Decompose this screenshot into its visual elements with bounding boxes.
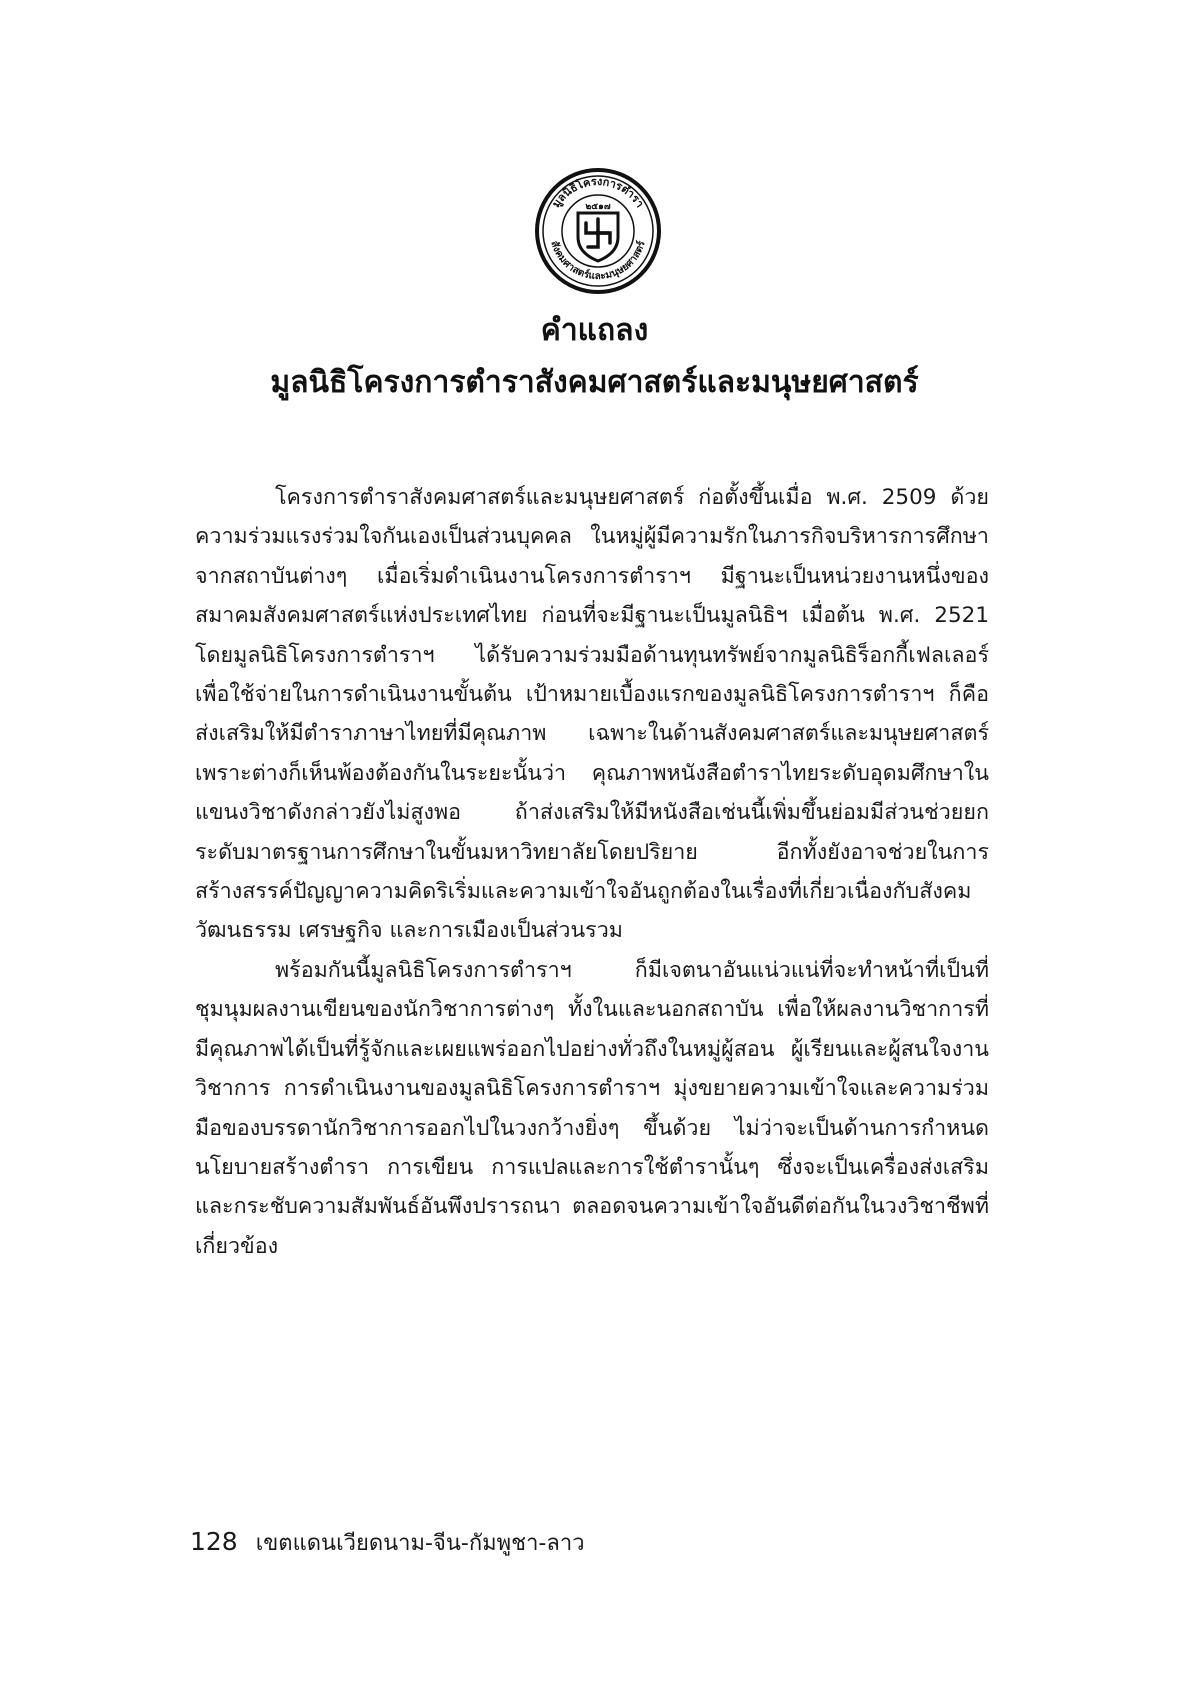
seal-text-bottom: สังคมศาสตร์และมนุษยศาสตร์ <box>548 239 648 283</box>
page-footer <box>190 1526 585 1560</box>
seal-text-top: มูลนิธิโครงการตำรา <box>549 174 647 210</box>
foundation-seal-icon <box>534 167 662 295</box>
seal-year: ๒๕๑๗ <box>585 202 611 212</box>
paragraph: พร้อมกันนี้มูลนิธิโครงการตำราฯ ก็มีเจตนาอันแน่วแน่ที่จะทำหน้าที่เป็นที่ชุมนุมผลงานเขียนของนักวิชาการต่างๆ ทั้งในและนอกสถาบัน เพื่อให้ผลงานวิชาการที่มีคุณภาพได้เป็นที่รู้จักและเผยแพร่ออกไปอย่างทั่วถึงในหมู่ผู้สอน ผู้เรียนและผู้สนใจงานวิชาการ การดำเนินงานของมูลนิธิโครงการตำราฯ มุ่งขยายความเข้าใจและความร่วมมือของบรรดานักวิชาการออกไปในวงกว้างยิ่งๆ ขึ้นด้วย ไม่ว่าจะเป็นด้านการกำหนดนโยบายสร้างตำรา การเขียน การแปลและการใช้ตำรานั้นๆ ซึ่งจะเป็นเครื่องส่งเสริมและกระชับความสัมพันธ์อันพึงปรารถนา ตลอดจนความเข้าใจอันดีต่อกันในวงวิชาชีพที่เกี่ยวข้อง <box>195 957 989 1259</box>
body-text <box>195 478 989 1266</box>
heading-statement: คำแถลง <box>540 313 649 348</box>
running-title: เขตแดนเวียดนาม-จีน-กัมพูชา-ลาว <box>255 1531 585 1556</box>
heading-foundation-name: มูลนิธิโครงการตำราสังคมศาสตร์และมนุษยศาสตร์ <box>270 365 919 400</box>
page-number: 128 <box>190 1527 238 1556</box>
paragraph: โครงการตำราสังคมศาสตร์และมนุษยศาสตร์ ก่อตั้งขึ้นเมื่อ พ.ศ. 2509 ด้วยความร่วมแรงร่วมใจกันเองเป็นส่วนบุคคล ในหมู่ผู้มีความรักในภารกิจบริหารการศึกษาจากสถาบันต่างๆ เมื่อเริ่มดำเนินงานโครงการตำราฯ มีฐานะเป็นหน่วยงานหนึ่งของสมาคมสังคมศาสตร์แห่งประเทศไทย ก่อนที่จะมีฐานะเป็นมูลนิธิฯ เมื่อต้น พ.ศ. 2521 โดยมูลนิธิโครงการตำราฯ ได้รับความร่วมมือด้านทุนทรัพย์จากมูลนิธิร็อกกี้เฟลเลอร์เพื่อใช้จ่ายในการดำเนินงานขั้นต้น เป้าหมายเบื้องแรกของมูลนิธิโครงการตำราฯ ก็คือ ส่งเสริมให้มีตำราภาษาไทยที่มีคุณภาพ เฉพาะในด้านสังคมศาสตร์และมนุษยศาสตร์ เพราะต่างก็เห็นพ้องต้องกันในระยะนั้นว่า คุณภาพหนังสือตำราไทยระดับอุดมศึกษาในแขนงวิชาดังกล่าวยังไม่สูงพอ ถ้าส่งเสริมให้มีหนังสือเช่นนี้เพิ่มขึ้นย่อมมีส่วนช่วยยกระดับมาตรฐานการศึกษาในขั้นมหาวิทยาลัยโดยปริยาย อีกทั้งยังอาจช่วยในการสร้างสรรค์ปัญญาความคิดริเริ่มและความเข้าใจอันถูกต้องในเรื่องที่เกี่ยวเนื่องกับสังคม วัฒนธรรม เศรษฐกิจ และการเมืองเป็นส่วนรวม <box>195 485 989 944</box>
